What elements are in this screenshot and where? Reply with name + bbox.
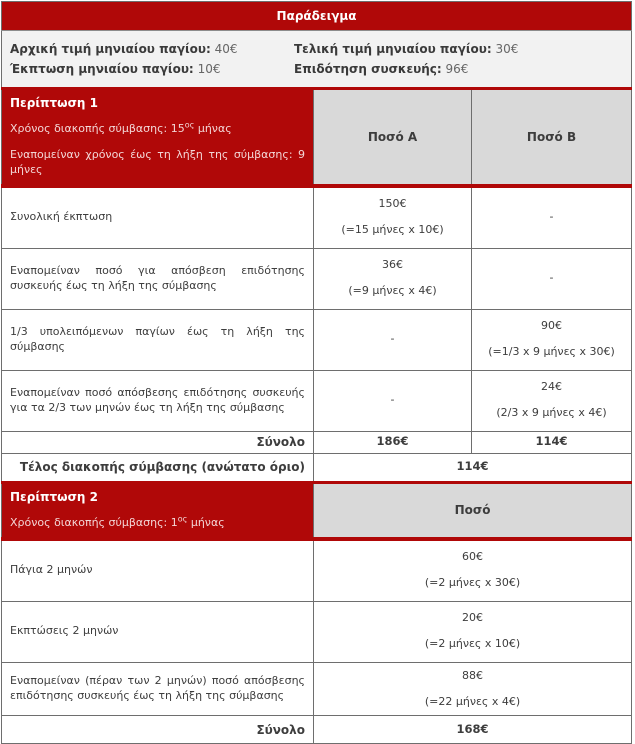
amount-cell: 60€ (=2 μήνες x 30€): [314, 539, 632, 602]
table-row: [2, 370, 632, 431]
case2-header-row: [2, 482, 632, 539]
total-label: Σύνολο: [2, 716, 314, 744]
column-header-amount-b: Ποσό Β: [472, 89, 632, 186]
case1-header: [2, 89, 314, 186]
case1-header-row: [2, 89, 632, 186]
termination-fee-label: Τέλος διακοπής σύμβασης (ανώτατο όριο): [2, 453, 314, 482]
info-final-fee: Τελική τιμή μηνιαίου παγίου: 30€: [294, 42, 519, 57]
table-row: [2, 186, 632, 249]
case1-termination-month: Χρόνος διακοπής σύμβασης: $15^{o\varsigma}$ μήνας: [10, 120, 232, 136]
termination-fee-value: 114€: [314, 453, 632, 482]
case2-header: [2, 482, 314, 539]
termination-fee-row: [2, 453, 632, 482]
amount-a-cell: -: [314, 370, 472, 431]
case1-remaining-time: Εναπομείναν χρόνος έως τη λήξη της σύμβασης: 9 μήνες: [10, 148, 305, 176]
total-amount-a: 186€: [314, 431, 472, 453]
amount-b-cell: -: [472, 186, 632, 249]
info-discount: Έκπτωση μηνιαίου παγίου: 10€: [10, 61, 221, 76]
row-label: Εκπτώσεις 2 μηνών: [2, 601, 314, 662]
case1-title: Περίπτωση 1: [10, 96, 98, 110]
amount-a-cell: 36€ (=9 μήνες x 4€): [314, 248, 472, 309]
table-row: [2, 601, 632, 662]
amount-cell: 88€ (=22 μήνες x 4€): [314, 662, 632, 716]
table-row: [2, 248, 632, 309]
table-row: [2, 309, 632, 370]
title-row: [2, 2, 632, 31]
amount-cell: 20€ (=2 μήνες x 10€): [314, 601, 632, 662]
table-row: [2, 662, 632, 716]
table-row: [2, 539, 632, 602]
info-initial-fee: Αρχική τιμή μηνιαίου παγίου: 40€: [10, 42, 238, 57]
row-label: Εναπομείναν ποσό απόσβεσης επιδότησης συσκευής για τα 2/3 των μηνών έως τη λήξη της σύμβασης: [2, 370, 314, 431]
row-label: Εναπομείναν (πέραν των 2 μηνών) ποσό απόσβεσης επιδότησης συσκευής έως τη λήξη της σύμβασης: [2, 662, 314, 716]
info-band: [2, 31, 632, 89]
column-header-amount: Ποσό: [314, 482, 632, 539]
table-title: Παράδειγμα: [2, 2, 632, 31]
example-table: [1, 1, 632, 744]
case2-termination-month: Χρόνος διακοπής σύμβασης: $1^{o\varsigma}$ μήνας: [10, 514, 225, 529]
amount-a-cell: -: [314, 309, 472, 370]
amount-b-cell: 24€ (2/3 x 9 μήνες x 4€): [472, 370, 632, 431]
amount-a-cell: 150€ (=15 μήνες x 10€): [314, 186, 472, 249]
row-label: Συνολική έκπτωση: [2, 186, 314, 249]
total-amount-b: 114€: [472, 431, 632, 453]
column-header-amount-a: Ποσό Α: [314, 89, 472, 186]
case2-title: Περίπτωση 2: [10, 489, 98, 504]
row-label: 1/3 υπολειπόμενων παγίων έως τη λήξη της σύμβασης: [2, 309, 314, 370]
total-label: Σύνολο: [2, 431, 314, 453]
info-device-subsidy: Επιδότηση συσκευής: 96€: [294, 61, 469, 76]
row-label: Εναπομείναν ποσό για απόσβεση επιδότησης συσκευής έως τη λήξη της σύμβασης: [2, 248, 314, 309]
case1-total-row: [2, 431, 632, 453]
row-label: Πάγια 2 μηνών: [2, 539, 314, 602]
total-amount: 168€: [314, 716, 632, 744]
amount-b-cell: 90€ (=1/3 x 9 μήνες x 30€): [472, 309, 632, 370]
case2-total-row: [2, 716, 632, 744]
amount-b-cell: -: [472, 248, 632, 309]
info-row: [2, 31, 632, 89]
